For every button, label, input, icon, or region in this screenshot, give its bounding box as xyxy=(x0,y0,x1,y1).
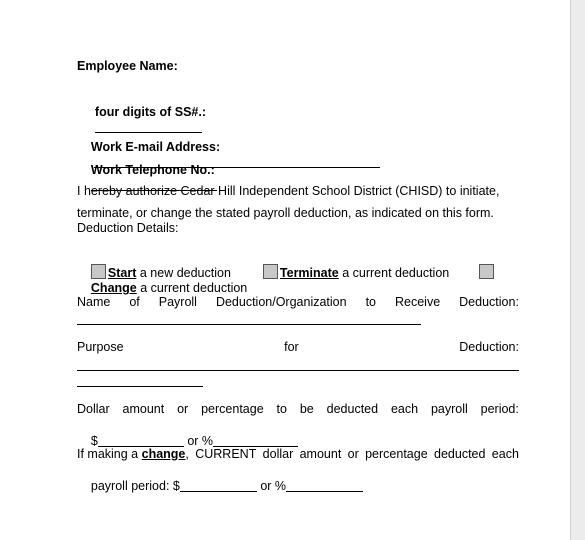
terminate-keyword: Terminate xyxy=(279,266,339,280)
word: Dollar xyxy=(77,402,110,416)
word: deducted xyxy=(326,402,379,416)
current-amount-label xyxy=(77,447,519,462)
word: Deduction: xyxy=(459,340,519,354)
purpose-field-line-2[interactable] xyxy=(77,386,203,387)
word: be xyxy=(299,402,314,416)
word: each xyxy=(390,402,419,416)
word: Purpose xyxy=(77,340,124,354)
word: of xyxy=(129,295,140,309)
current-dollar-field[interactable] xyxy=(180,479,257,492)
current-percent-field[interactable] xyxy=(286,479,363,492)
word: percentage xyxy=(201,402,264,416)
word: percentage xyxy=(365,447,428,461)
word: Deduction: xyxy=(459,295,519,309)
payroll-org-field[interactable] xyxy=(77,324,421,325)
payroll-period-label: payroll period: $ xyxy=(90,479,180,493)
word: each xyxy=(491,447,519,461)
word: amount xyxy=(122,402,165,416)
word: If making a xyxy=(77,447,139,461)
word: dollar xyxy=(262,447,294,461)
dollar-amount-field[interactable] xyxy=(98,434,184,447)
purpose-field-line-1[interactable] xyxy=(77,370,519,371)
word: period: xyxy=(480,402,519,416)
word: for xyxy=(284,340,299,354)
percent-field[interactable] xyxy=(213,434,298,447)
phone-row xyxy=(77,148,519,208)
terminate-text: a current deduction xyxy=(342,266,450,280)
word: , xyxy=(185,447,189,461)
ssn-label: four digits of SS#.: xyxy=(94,105,207,119)
word: or xyxy=(347,447,359,461)
change-keyword: Change xyxy=(90,281,137,295)
purpose-label xyxy=(77,340,519,355)
change-emphasis: change xyxy=(141,447,186,461)
word: Name xyxy=(77,295,111,309)
change-text: a current deduction xyxy=(140,281,248,295)
word: Payroll xyxy=(158,295,197,309)
authorize-line-2: terminate, or change the stated payroll deduction, as indicated on this form. xyxy=(77,206,494,220)
authorize-line-1: I hereby authorize Cedar Hill Independent School District (CHISD) to initiate, xyxy=(77,184,500,198)
word: deducted xyxy=(434,447,486,461)
word: to xyxy=(276,402,287,416)
word: or xyxy=(177,402,189,416)
payroll-org-label xyxy=(77,295,519,310)
word: amount xyxy=(299,447,342,461)
email-label: Work E-mail Address: xyxy=(90,140,221,154)
making-prefix-group xyxy=(77,447,189,462)
dollar-amount-label xyxy=(77,402,519,417)
or-percent-label: or % xyxy=(187,434,214,448)
start-text: a new deduction xyxy=(139,266,231,280)
word: Deduction/Organization xyxy=(215,295,347,309)
phone-label: Work Telephone No.: xyxy=(90,163,215,177)
current-amount-row xyxy=(77,464,519,509)
or-percent-label-2: or % xyxy=(260,479,287,493)
word: to xyxy=(365,295,377,309)
dollar-sign: $ xyxy=(90,434,98,448)
word: Receive xyxy=(395,295,441,309)
start-keyword: Start xyxy=(107,266,137,280)
word: payroll xyxy=(430,402,468,416)
scrollbar-gutter[interactable] xyxy=(571,0,585,540)
deduction-details-label: Deduction Details: xyxy=(77,221,179,235)
word: CURRENT xyxy=(195,447,257,461)
employee-name-label: Employee Name: xyxy=(77,59,178,73)
